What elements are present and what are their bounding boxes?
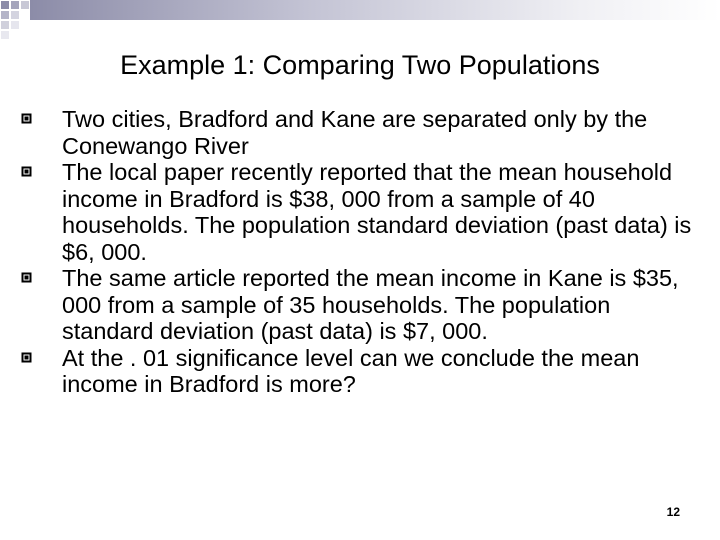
decor-square <box>0 10 10 20</box>
bullet-text: The same article reported the mean income in Kane is $35, 000 from a sample of 35 households. The population standard deviation (past data) is $7, 000. <box>62 265 679 344</box>
slide-title: Example 1: Comparing Two Populations <box>120 50 600 80</box>
square-bullet-icon <box>21 166 32 177</box>
bullet-text: The local paper recently reported that the mean household income in Bradford is $38, 000 from a sample of 40 households. The population standard deviation (past data) is $6, 000. <box>62 159 692 265</box>
decor-square <box>10 20 20 30</box>
decor-square <box>0 0 10 10</box>
bullet-list <box>21 106 701 398</box>
square-bullet-icon <box>21 352 32 363</box>
square-bullet-icon <box>21 272 32 283</box>
square-bullet-icon <box>21 113 32 124</box>
page-number: 12 <box>666 505 680 519</box>
header-gradient-strip <box>30 0 720 20</box>
decor-square <box>0 30 10 40</box>
bullet-text: Two cities, Bradford and Kane are separated only by the Conewango River <box>62 106 648 159</box>
bullet-item <box>21 265 701 345</box>
decor-square <box>20 0 30 10</box>
decor-square <box>10 10 20 20</box>
decor-square <box>0 20 10 30</box>
bullet-item <box>21 106 701 159</box>
bullet-text: At the . 01 significance level can we conclude the mean income in Bradford is more? <box>62 344 640 397</box>
bullet-item <box>21 345 701 398</box>
bullet-item <box>21 159 701 265</box>
decor-square <box>10 0 20 10</box>
